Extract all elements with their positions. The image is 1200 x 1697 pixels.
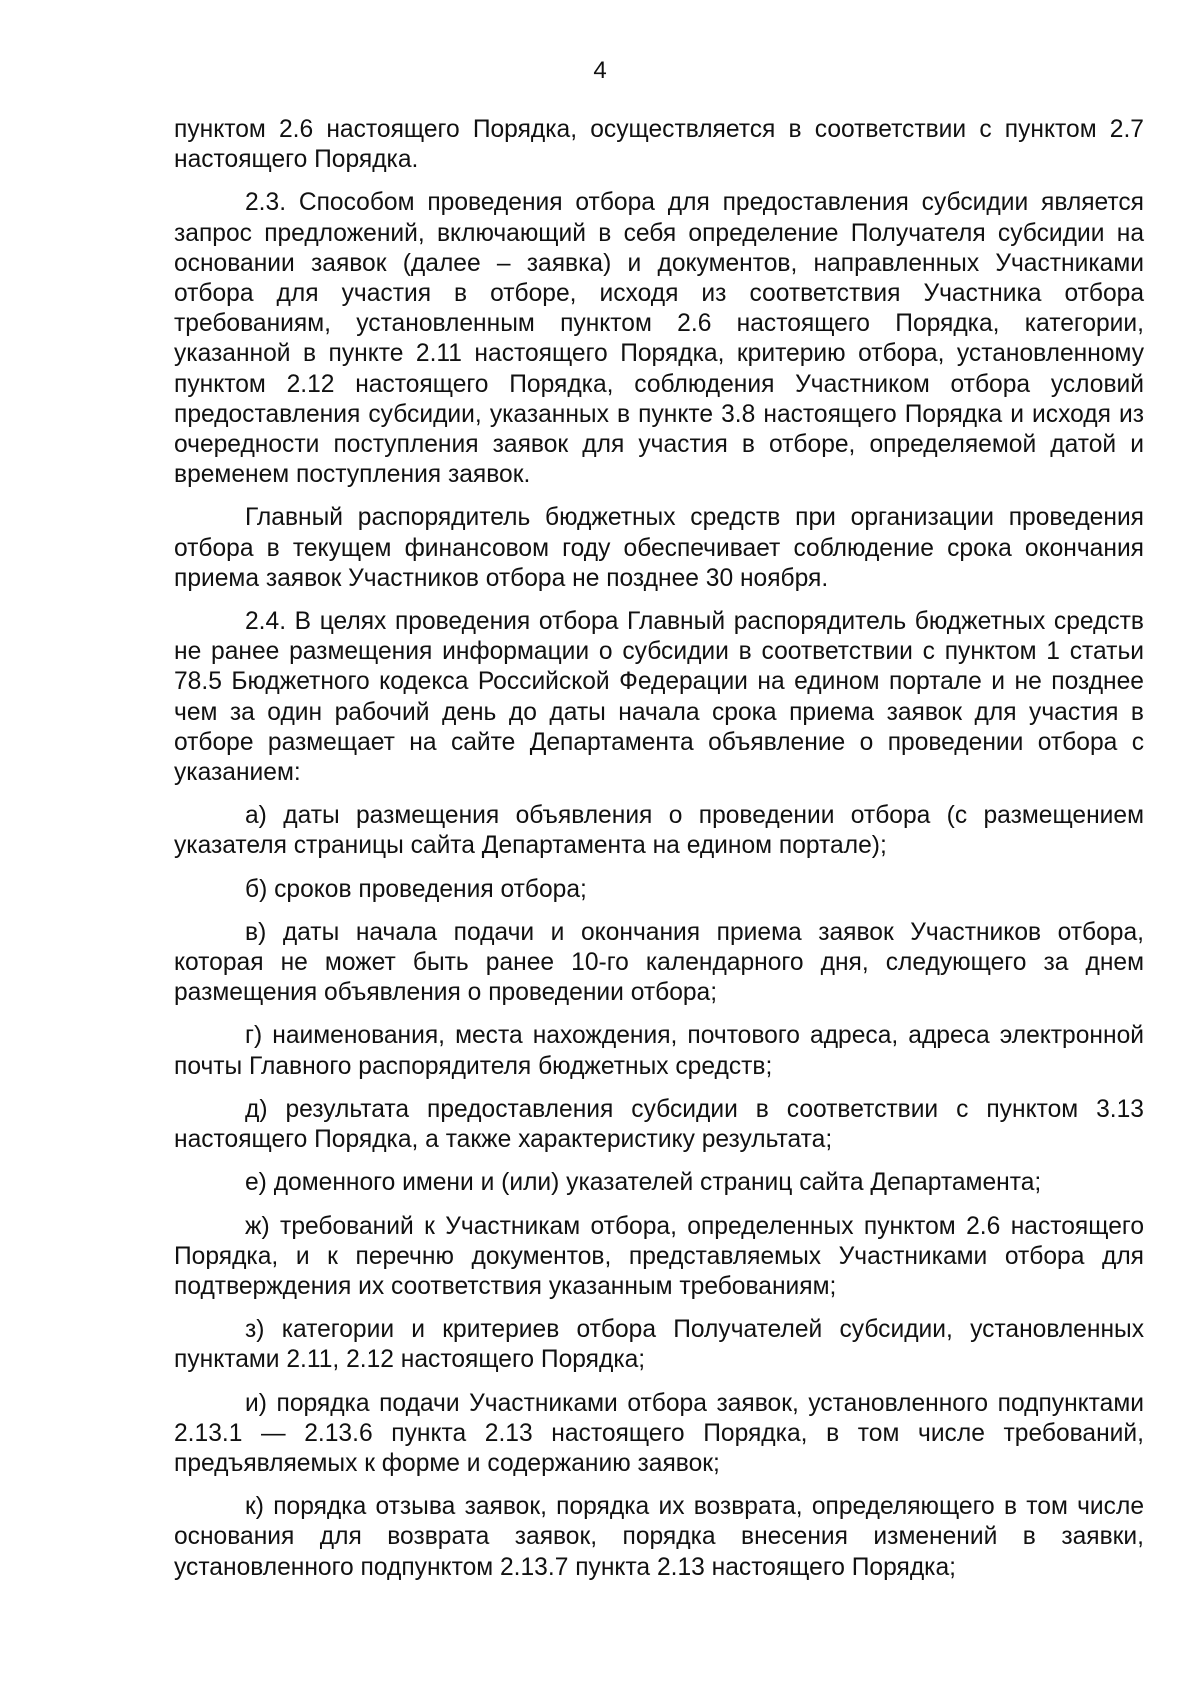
list-item-k: к) порядка отзыва заявок, порядка их возврата, определяющего в том числе основания для возврата заявок, порядка внесения изменений в заявки, установленного подпунктом 2.13.7 пункта 2.13 настоящего Порядка; [174,1493,1144,1581]
list-item-e: е) доменного имени и (или) указателей страниц сайта Департамента; [245,1169,1042,1197]
list-item-i: и) порядка подачи Участниками отбора заявок, установленного подпунктами 2.13.1 — 2.13.6 пункта 2.13 настоящего Порядка, в том числе требований, предъявляемых к форме и содержанию заявок; [174,1389,1144,1477]
paragraph-deadline: Главный распорядитель бюджетных средств при организации проведения отбора в текущем финансовом году обеспечивает соблюдение срока окончания приема заявок Участников отбора не позднее 30 ноября. [174,504,1144,592]
list-item-v: в) даты начала подачи и окончания приема заявок Участников отбора, которая не может быть ранее 10-го календарного дня, следующего за днем размещения объявления о проведении отбора; [174,918,1144,1007]
paragraph-continuation: пунктом 2.6 настоящего Порядка, осуществляется в соответствии с пунктом 2.7 настоящего Порядка. [174,116,1144,174]
paragraph-2-3: 2.3. Способом проведения отбора для предоставления субсидии является запрос предложений, включающий в себя определение Получателя субсидии на основании заявок (далее – заявка) и документов, направленных Участниками отбора для участия в отборе, исходя из соответствия Участника отбора требованиям, установленным пунктом 2.6 настоящего Порядка, категории, указанной в пункте 2.11 настоящего Порядка, критерию отбора, установленному пунктом 2.12 настоящего Порядка, соблюдения Участником отбора условий предоставления субсидии, указанных в пункте 3.8 настоящего Порядка и исходя из очередности поступления заявок для участия в отборе, определяемой датой и временем поступления заявок. [174,189,1144,489]
document-body [174,115,1144,1596]
list-item-zh: ж) требований к Участникам отбора, определенных пунктом 2.6 настоящего Порядка, и к перечню документов, представляемых Участниками отбора для подтверждения их соответствия указанным требованиям; [174,1212,1144,1300]
list-item-g: г) наименования, места нахождения, почтового адреса, адреса электронной почты Главного распорядителя бюджетных средств; [174,1022,1144,1080]
paragraph-2-4: 2.4. В целях проведения отбора Главный распорядитель бюджетных средств не ранее размещения информации о субсидии в соответствии с пунктом 1 статьи 78.5 Бюджетного кодекса Российской Федерации на едином портале и не позднее чем за один рабочий день до даты начала срока приема заявок для участия в отборе размещает на сайте Департамента объявление о проведении отбора с указанием: [174,608,1144,787]
page-number: 4 [593,57,607,84]
list-item-b: б) сроков проведения отбора; [245,875,587,903]
list-item-d: д) результата предоставления субсидии в соответствии с пунктом 3.13 настоящего Порядка, а также характеристику результата; [174,1095,1144,1154]
list-item-z: з) категории и критериев отбора Получателей субсидии, установленных пунктами 2.11, 2.12 настоящего Порядка; [174,1316,1144,1374]
list-item-a: а) даты размещения объявления о проведении отбора (с размещением указателя страницы сайта Департамента на едином портале); [174,802,1144,860]
